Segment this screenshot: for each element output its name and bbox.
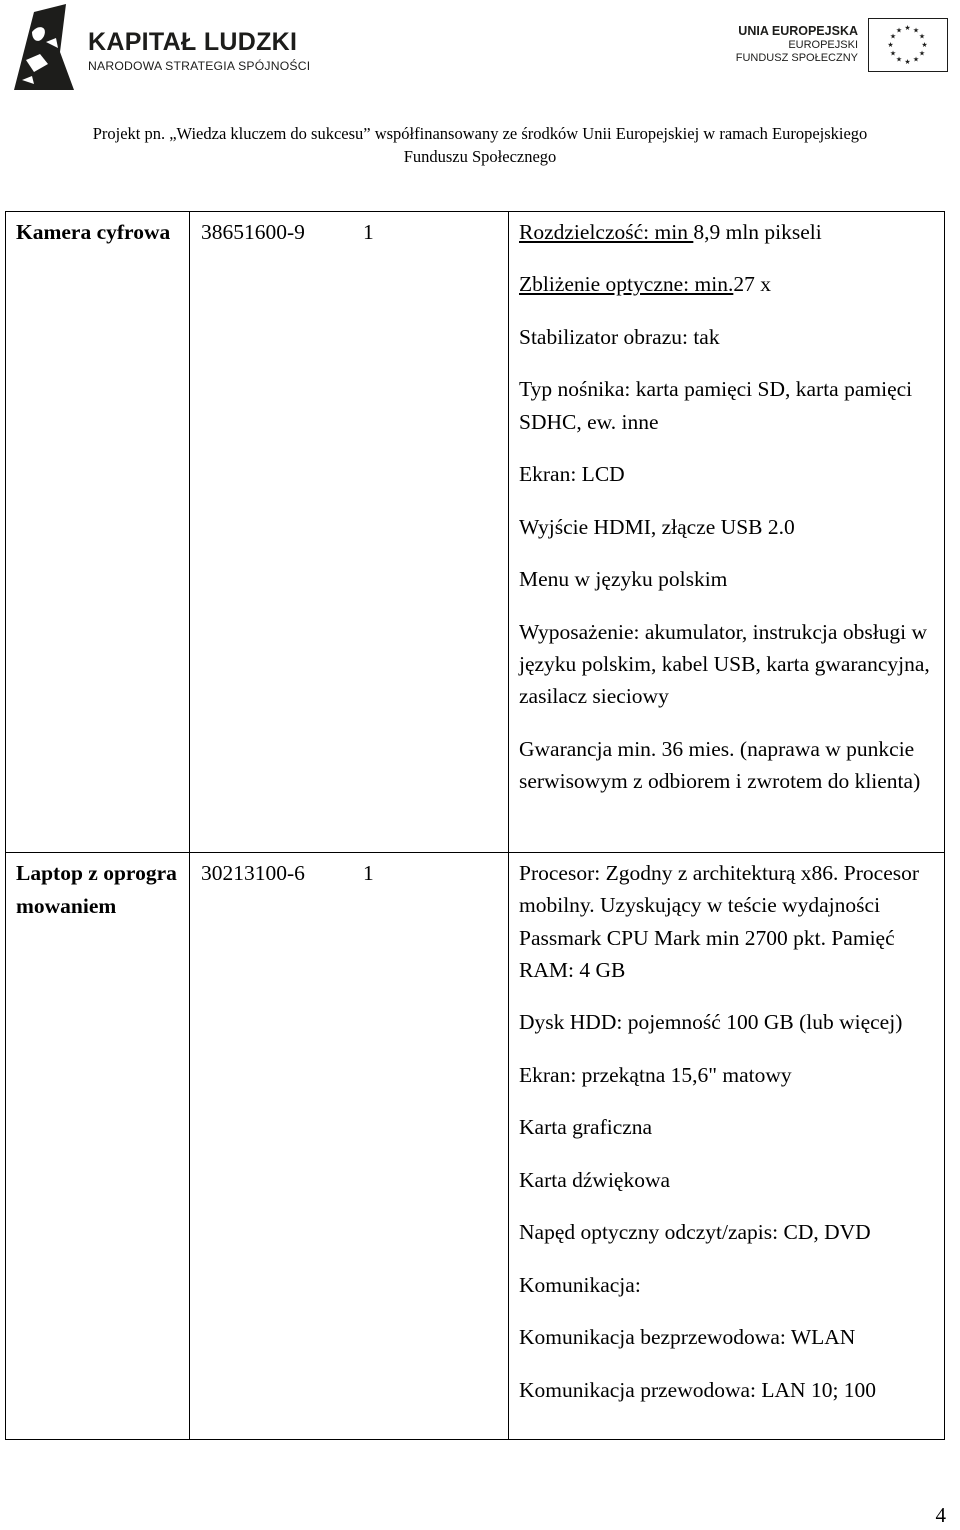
svg-text:★: ★ [912, 26, 920, 35]
item-spec-cell [509, 853, 945, 1440]
spec-line: Typ nośnika: karta pamięci SD, karta pamięci SDHC, ew. inne [519, 377, 913, 434]
kapital-ludzki-emblem-icon [4, 2, 84, 92]
svg-text:★: ★ [895, 26, 903, 35]
item-quantity: 1 [363, 220, 374, 244]
page-number: 4 [935, 1503, 946, 1527]
item-name-cell [6, 853, 190, 1440]
table-row [6, 853, 945, 1440]
spec-line: Wyjście HDMI, złącze USB 2.0 [519, 514, 795, 539]
project-line-1: Projekt pn. „Wiedza kluczem do sukcesu” współfinansowany ze środków Unii Europejskiej w ramach Europejskiego [92, 124, 868, 143]
eu-flag-icon [868, 18, 948, 72]
project-description [0, 122, 960, 168]
spec-line: Ekran: LCD [519, 462, 625, 487]
kapital-ludzki-subtitle: NARODOWA STRATEGIA SPÓJNOŚCI [88, 59, 311, 73]
kapital-ludzki-name: KAPITAŁ LUDZKI [88, 28, 298, 56]
spec-line: Zbliżenie optyczne: min.27 x [519, 272, 771, 297]
spec-line: Procesor: Zgodny z architekturą x86. Procesor mobilny. Uzyskujący w teście wydajności Passmark CPU Mark min 2700 pkt. Pamięć RAM: 4 GB [519, 861, 920, 982]
eu-logo-line3: FUNDUSZ SPOŁECZNY [735, 52, 858, 64]
item-spec-cell [509, 212, 945, 853]
svg-text:★: ★ [912, 55, 920, 64]
item-name: Laptop z oprogramowaniem [16, 861, 177, 918]
svg-text:★: ★ [895, 55, 903, 64]
svg-text:★: ★ [918, 49, 926, 58]
specification-table [5, 211, 945, 1440]
svg-text:★: ★ [921, 41, 928, 49]
item-code-cell [190, 212, 509, 853]
spec-line: Rozdzielczość: min 8,9 mln pikseli [519, 220, 822, 244]
project-line-2: Funduszu Społecznego [403, 147, 557, 166]
svg-text:★: ★ [889, 32, 897, 41]
spec-line: Ekran: przekątna 15,6" matowy [519, 1062, 792, 1087]
item-name-cell [6, 212, 190, 853]
spec-line: Napęd optyczny odczyt/zapis: CD, DVD [519, 1220, 871, 1245]
svg-text:★: ★ [889, 49, 897, 58]
spec-line: Komunikacja: [519, 1272, 641, 1297]
eu-logo-line2: EUROPEJSKI [788, 39, 858, 51]
spec-line: Menu w języku polskim [519, 567, 728, 592]
svg-text:★: ★ [904, 24, 911, 32]
svg-text:★: ★ [918, 32, 926, 41]
spec-line: Komunikacja bezprzewodowa: WLAN [519, 1325, 856, 1350]
kapital-ludzki-logo [4, 2, 311, 92]
spec-line: Karta dźwiękowa [519, 1167, 671, 1192]
spec-line: Dysk HDD: pojemność 100 GB (lub więcej) [519, 1010, 903, 1035]
eu-logo-title: UNIA EUROPEJSKA [738, 24, 858, 38]
table-row [6, 212, 945, 853]
eu-efs-logo [735, 12, 952, 74]
svg-text:★: ★ [904, 58, 911, 66]
spec-line: Komunikacja przewodowa: LAN 10; 100 [519, 1377, 877, 1402]
item-cpv-code: 38651600-9 [201, 220, 305, 244]
item-quantity: 1 [363, 861, 374, 885]
spec-line: Karta graficzna [519, 1115, 653, 1140]
spec-line: Wyposażenie: akumulator, instrukcja obsługi w języku polskim, kabel USB, karta gwarancyjna, zasilacz sieciowy [519, 619, 930, 709]
item-code-cell [190, 853, 509, 1440]
spec-line: Gwarancja min. 36 mies. (naprawa w punkcie serwisowym z odbiorem i zwrotem do klienta) [519, 736, 921, 794]
item-cpv-code: 30213100-6 [201, 861, 305, 885]
svg-text:★: ★ [887, 41, 894, 49]
spec-line: Stabilizator obrazu: tak [519, 324, 720, 349]
item-name: Kamera cyfrowa [16, 220, 171, 244]
